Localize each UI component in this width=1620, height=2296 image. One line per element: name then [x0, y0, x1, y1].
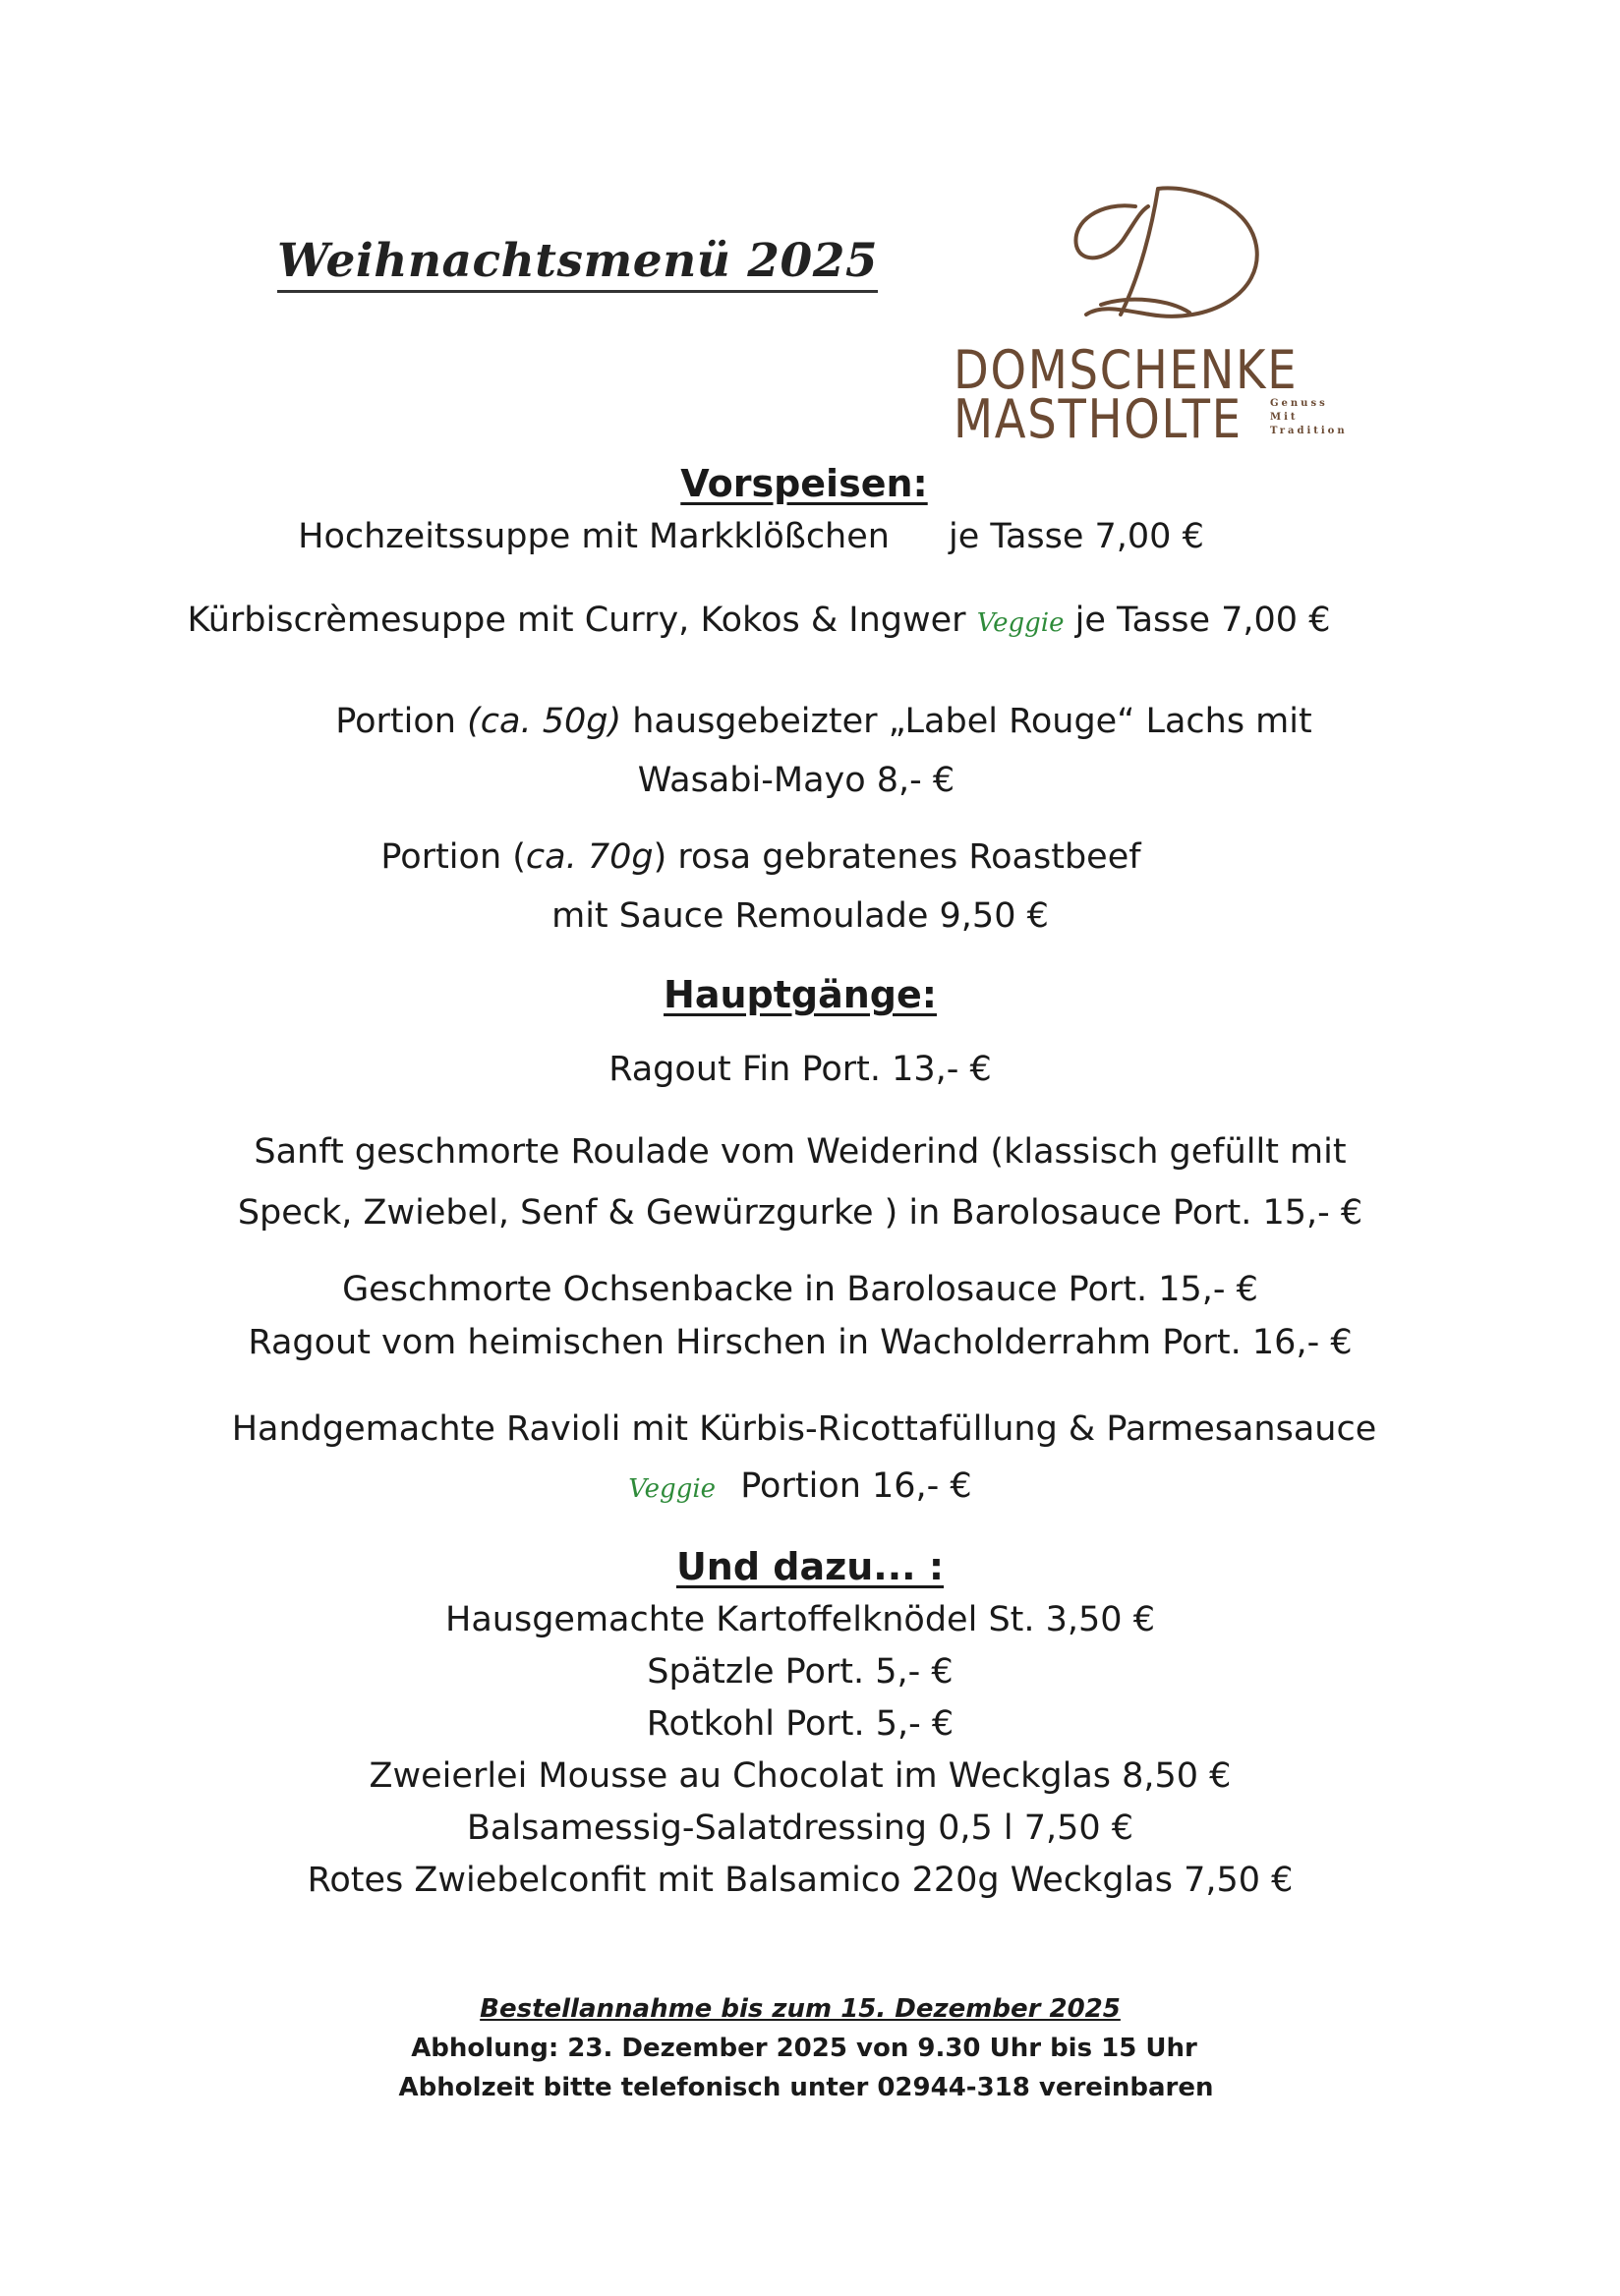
list-item: Spätzle Port. 5,- € [647, 1652, 954, 1692]
item-name: Hochzeitssuppe mit Markklößchen [298, 517, 890, 556]
logo-line-2: MASTHOLTE [954, 388, 1243, 450]
order-deadline [0, 1989, 1610, 2029]
section-heading-vorspeisen [0, 462, 1614, 507]
monogram-d-icon [1042, 177, 1278, 334]
page-title: Weihnachtsmenü 2025 [277, 234, 878, 293]
logo-line-1: DOMSCHENKE [954, 339, 1299, 401]
list-item: Rotes Zwiebelconfit mit Balsamico 220g Weckglas 7,50 € [307, 1861, 1294, 1900]
item-text: hausgebeizter „Label Rouge“ Lachs mit [621, 702, 1312, 741]
menu-item: Sanft geschmorte Roulade vom Weiderind (klassisch gefüllt mit [254, 1132, 1347, 1172]
item-text: Portion ( [380, 837, 526, 877]
item-price: je Tasse 7,00 € [1074, 601, 1331, 640]
item-text: Portion [335, 702, 468, 741]
item-text: ) rosa gebratenes Roastbeef [653, 837, 1141, 877]
item-weight: (ca. 50g) [467, 702, 622, 741]
menu-item-price: Wasabi-Mayo 8,- € [637, 761, 955, 800]
menu-item [0, 515, 1561, 558]
logo-tagline-3: Tradition [1270, 426, 1348, 436]
section-heading-dazu [0, 1545, 1620, 1590]
menu-item: Speck, Zwiebel, Senf & Gewürzgurke ) in Barolosauce Port. 15,- € [237, 1193, 1363, 1233]
heading-text: Hauptgänge: [664, 973, 937, 1016]
veggie-badge: Veggie [628, 1474, 717, 1504]
item-weight: ca. 70g [525, 837, 654, 877]
veggie-badge: Veggie [976, 608, 1065, 638]
list-item: Zweierlei Mousse au Chocolat im Weckglas 8,50 € [369, 1756, 1232, 1796]
phone-info: Abholzeit bitte telefonisch unter 02944-318 vereinbaren [398, 2073, 1214, 2102]
item-price: Portion 16,- € [740, 1466, 972, 1506]
menu-item: Ragout Fin Port. 13,- € [608, 1050, 992, 1089]
pickup-info: Abholung: 23. Dezember 2025 von 9.30 Uhr bis 15 Uhr [411, 2034, 1197, 2063]
menu-item [0, 599, 1569, 645]
heading-text: Und dazu... : [675, 1545, 945, 1588]
section-heading-hauptgaenge [0, 973, 1610, 1018]
logo-tagline-2: Mit [1270, 412, 1299, 423]
list-item: Hausgemachte Kartoffelknödel St. 3,50 € [445, 1600, 1155, 1639]
logo-tagline [1270, 397, 1348, 438]
menu-item: Handgemachte Ravioli mit Kürbis-Ricottafüllung & Parmesansauce [231, 1409, 1377, 1449]
menu-item [0, 835, 1571, 879]
logo-monogram [1042, 177, 1278, 334]
item-price: je Tasse 7,00 € [948, 517, 1204, 556]
logo-wordmark-2 [954, 388, 1290, 450]
list-item: Balsamessig-Salatdressing 0,5 l 7,50 € [466, 1808, 1134, 1848]
item-name: Kürbiscrèmesuppe mit Curry, Kokos & Ingwer [187, 601, 966, 640]
menu-item [14, 700, 1620, 743]
list-item: Rotkohl Port. 5,- € [646, 1704, 955, 1744]
menu-item: Ragout vom heimischen Hirschen in Wacholderrahm Port. 16,- € [248, 1323, 1353, 1362]
menu-item [0, 1464, 1610, 1511]
heading-text: Vorspeisen: [680, 462, 928, 505]
logo-tagline-1: Genuss [1270, 398, 1328, 409]
menu-item-price: mit Sauce Remoulade 9,50 € [551, 896, 1049, 936]
menu-item: Geschmorte Ochsenbacke in Barolosauce Port. 15,- € [342, 1270, 1258, 1309]
deadline-text: Bestellannahme bis zum 15. Dezember 2025 [480, 1994, 1121, 2024]
